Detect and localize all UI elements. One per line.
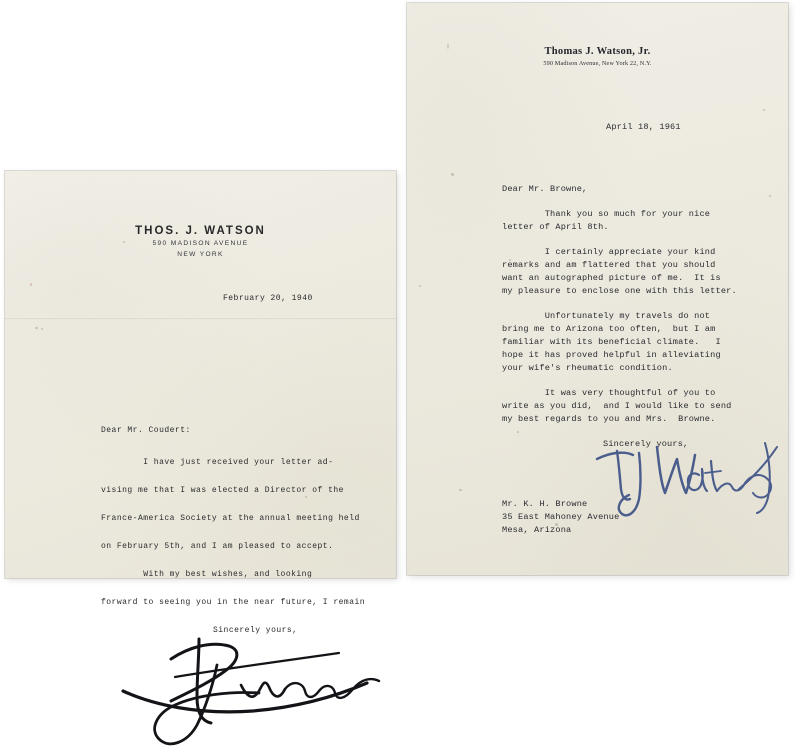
body-line: France-America Society at the annual meeting held	[101, 514, 360, 523]
paper-speck	[763, 109, 765, 111]
letterhead-address: 590 Madison Avenue, New York 22, N.Y.	[543, 60, 652, 67]
closing: Sincerely yours,	[213, 626, 298, 635]
paper-speck	[517, 431, 519, 433]
letterhead-1961	[407, 45, 788, 69]
salutation: Dear Mr. Coudert:	[101, 426, 191, 435]
paragraph-line: I certainly appreciate your kind	[502, 247, 716, 257]
paragraph-line: your wife's rheumatic condition.	[502, 363, 673, 373]
letterhead-1940	[5, 225, 396, 260]
paragraph-line: familiar with its beneficial climate. I	[502, 337, 721, 347]
paper-speck	[41, 328, 43, 330]
body-line: on February 5th, and I am pleased to accept.	[101, 542, 334, 551]
body-line: I have just received your letter ad-	[101, 458, 334, 467]
paper-speck	[769, 195, 771, 197]
letter-1940-sheet[interactable]	[5, 171, 396, 635]
body-line: With my best wishes, and looking	[101, 570, 313, 579]
body-line: forward to seeing you in the near future, I remain	[101, 598, 366, 607]
recipient-line: Mr. K. H. Browne	[502, 499, 588, 509]
salutation: Dear Mr. Browne,	[502, 184, 588, 194]
paper-speck	[419, 285, 421, 287]
letterhead-name: THOS. J. WATSON	[135, 225, 266, 237]
paper-speck	[35, 327, 38, 329]
paragraph-line: remarks and am flattered that you should	[502, 260, 716, 270]
paper-fold-crease	[5, 317, 396, 320]
paragraph-line: write as you did, and I would like to send	[502, 401, 732, 411]
closing: Sincerely yours,	[603, 439, 689, 449]
paragraph-line: hope it has proved helpful in alleviating	[502, 350, 721, 360]
letter-date: April 18, 1961	[606, 122, 681, 132]
letterhead-name: Thomas J. Watson, Jr.	[544, 46, 651, 57]
recipient-line: 35 East Mahoney Avenue	[502, 512, 620, 522]
recipient-line: Mesa, Arizona	[502, 525, 572, 535]
paper-speck	[30, 283, 32, 286]
letter-1961-sheet[interactable]	[407, 3, 788, 575]
paragraph-line: Unfortunately my travels do not	[502, 311, 711, 321]
paragraph-line: want an autographed picture of me. It is	[502, 273, 721, 283]
letter-date: February 20, 1940	[223, 294, 313, 303]
letterhead-address-line-1: 590 MADISON AVENUE	[152, 240, 249, 247]
paragraph-line: my best regards to you and Mrs. Browne.	[502, 414, 716, 424]
paragraph-line: It was very thoughtful of you to	[502, 388, 716, 398]
letterhead-address-line-2: NEW YORK	[177, 251, 224, 258]
paper-speck	[451, 173, 454, 176]
paper-speck	[459, 489, 462, 491]
body-line: vising me that I was elected a Director of the	[101, 486, 344, 495]
paragraph-line: letter of April 8th.	[502, 222, 609, 232]
paragraph-line: my pleasure to enclose one with this letter.	[502, 286, 737, 296]
paragraph-line: bring me to Arizona too often, but I am	[502, 324, 716, 334]
paragraph-line: Thank you so much for your nice	[502, 209, 711, 219]
